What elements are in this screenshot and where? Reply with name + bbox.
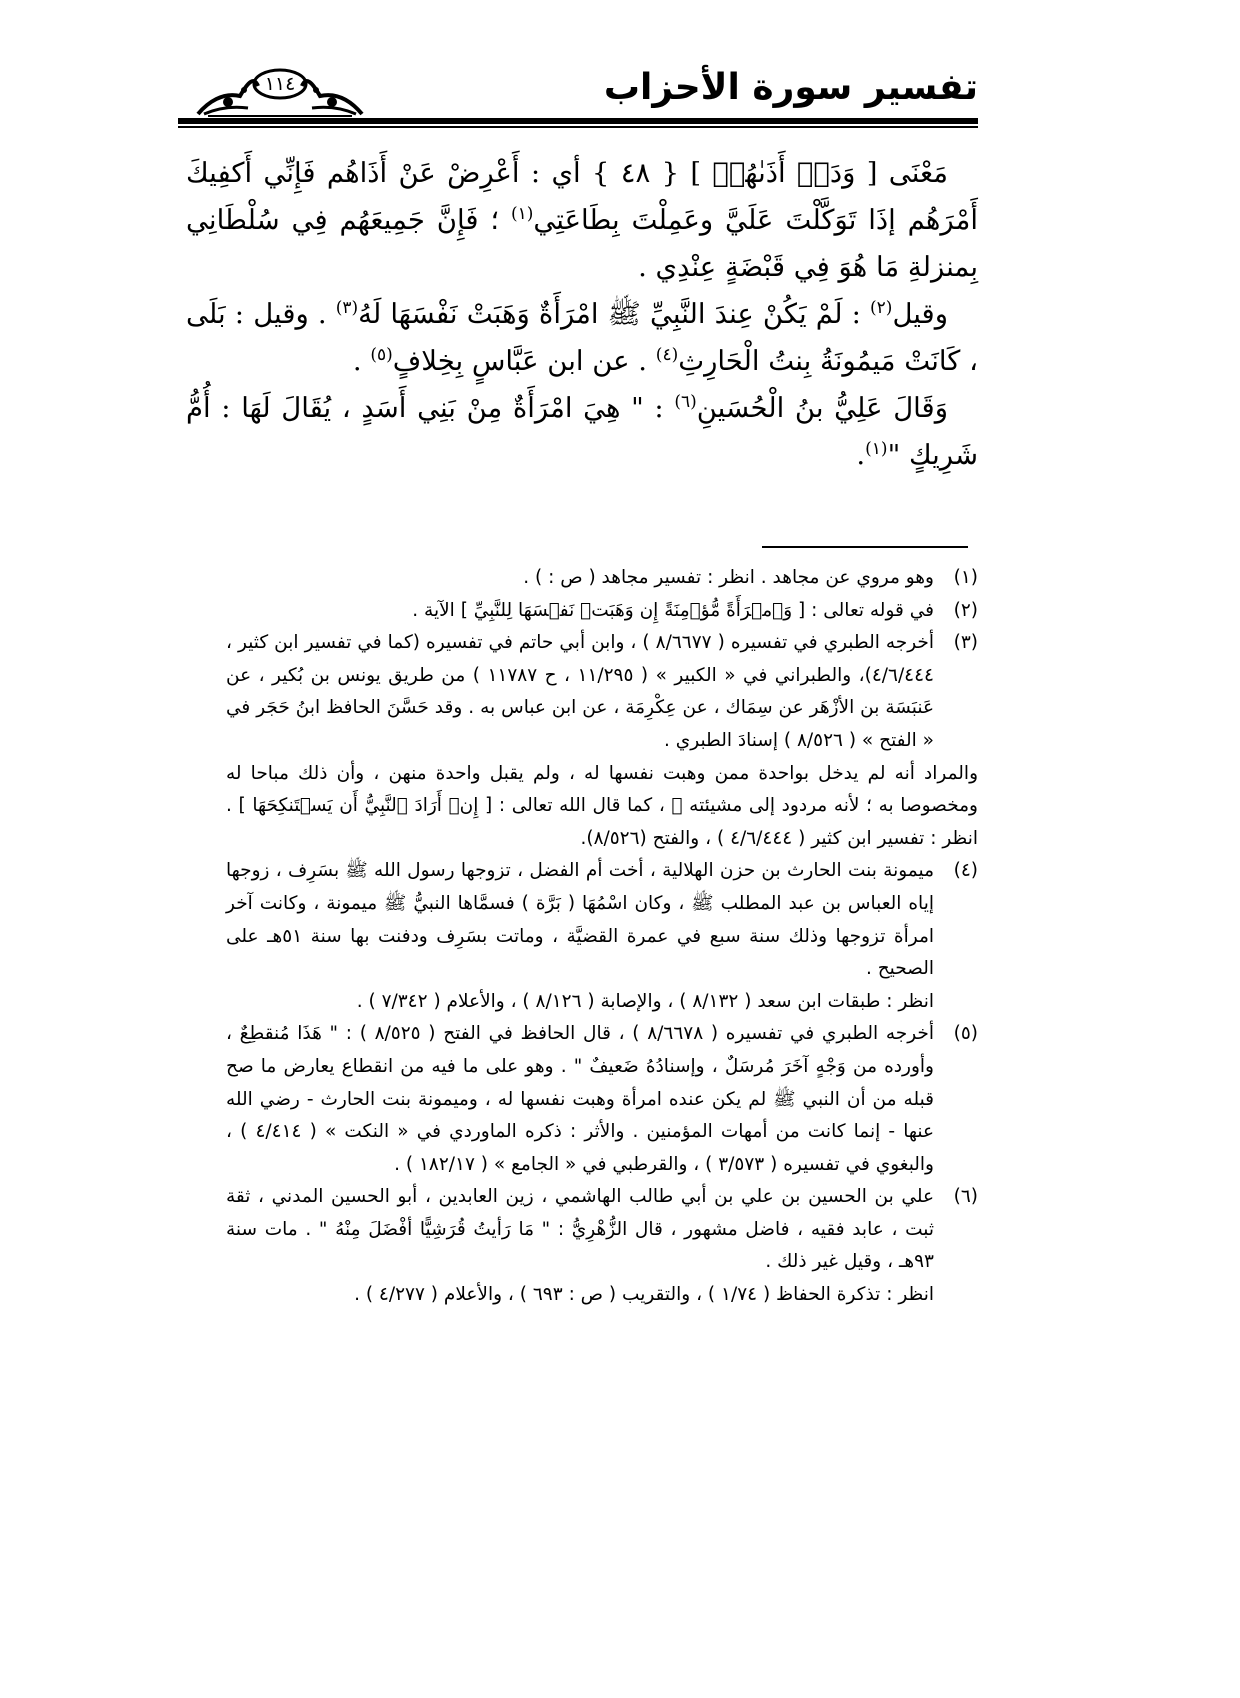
footnote-number: (٣)	[953, 632, 978, 654]
paragraph-2: وقيل$^{(٢)}$ : لَمْ يَكُنْ عِندَ النَّبِيِّ ﷺ امْرَأَةٌ وَهَبَتْ نَفْسَهَا لَهُ$^{(٣)}$ . وقيل : بَلَى ، كَانَتْ مَيمُونَةُ بِنتُ الْحَارِثِ$^{(٤)}$ . عن ابن عَبَّاسٍ بِخِلافٍ$^{(٥)}$ .	[186, 298, 978, 377]
header-rule	[178, 118, 978, 124]
footnotes	[226, 562, 978, 1312]
footnote-5: (٥) أخرجه الطبري في تفسيره ( ٨/٦٦٧٨ ) ، قال الحافظ في الفتح ( ٨/٥٢٥ ) : " هَذَا مُنقطِعٌ ، وأورده من وَجْهٍ آخَرَ مُرسَلٌ ، وإسنادُهُ ضَعيفٌ " . وهو على ما فيه من انقطاع يعارض ما صح قبله من أن النبي ﷺ لم يكن عنده امرأة وهبت نفسها له ، وميمونة بنت الحارث - رضي الله عنها - إنما كانت من أمهات المؤمنين . والأثر : ذكره الماوردي في « النكت » ( ٤/٤١٤ ) ، والبغوي في تفسيره ( ٣/٥٧٣ ) ، والقرطبي في « الجامع » ( ١٨٢/١٧ ) .	[226, 1018, 978, 1181]
footnote-ref: (١)	[510, 204, 534, 224]
paragraph-1: مَعْنَى [ وَدَعۡ أَذَىٰهُمۡ ] { ٤٨ } أي : أَعْرِضْ عَنْ أَذَاهُم فَإِنِّي أَكفِيكَ أَمْرَهُم إذَا تَوَكَّلْتَ عَلَيَّ وعَمِلْتَ بِطَاعَتِي$^{(١)}$ ؛ فَإِنَّ جَمِيعَهُم فِي سُلْطَانِي بِمنزلةِ مَا هُوَ فِي قَبْضَةٍ عِنْدِي .	[186, 157, 978, 283]
footnote-separator	[762, 546, 968, 548]
footnote-ref: (١)	[865, 439, 888, 459]
footnote-number: (٤)	[953, 860, 978, 882]
footnote-ref: (٥)	[370, 345, 393, 365]
footnote-ref: (٣)	[335, 298, 359, 318]
footnote-ref: (٤)	[655, 345, 679, 365]
footnote-ref: (٦)	[674, 392, 697, 412]
page-header	[178, 62, 978, 124]
main-text	[186, 150, 978, 479]
footnote-3: (٣) أخرجه الطبري في تفسيره ( ٨/٦٦٧٧ ) ، وابن أبي حاتم في تفسيره (كما في تفسير ابن كثير ، ٤/٦/٤٤٤)، والطبراني في « الكبير » ( ١١/٢٩٥ ، ح ١١٧٨٧ ) من طريق يونس بن بُكير ، عن عَنبَسَة بن الأزْهَر عن سِمَاك ، عن عِكْرِمَة ، عن ابن عباس به . وقد حَسَّنَ الحافظ ابنُ حَجَر في « الفتح » ( ٨/٥٢٦ ) إسنادَ الطبري .	[226, 627, 978, 757]
footnote-1: (١) وهو مروي عن مجاهد . انظر : تفسير مجاهد ( ص : ) .	[226, 562, 978, 595]
footnote-4-sources: انظر : طبقات ابن سعد ( ٨/١٣٢ ) ، والإصابة ( ٨/١٢٦ ) ، والأعلام ( ٧/٣٤٢ ) .	[356, 990, 934, 1012]
footnote-number: (٥)	[953, 1023, 978, 1045]
footnote-3-continuation: والمراد أنه لم يدخل بواحدة ممن وهبت نفسها له ، ولم يقبل واحدة منهن ، وأن ذلك مباحا له ومخصوصا به ؛ لأنه مردود إلى مشيئته ﷺ ، كما قال الله تعالى : [ إِنۡ أَرَادَ ٱلنَّبِيُّ أَن يَسۡتَنكِحَهَا ] . انظر : تفسير ابن كثير ( ٤/٦/٤٤٤ ) ، والفتح (٨/٥٢٦).	[226, 762, 978, 849]
footnote-4: (٤) ميمونة بنت الحارث بن حزن الهلالية ، أخت أم الفضل ، تزوجها رسول الله ﷺ بسَرِف ، زوجها إياه العباس بن عبد المطلب ﷺ ، وكان اسْمُهَا ( بَرَّة ) فسمَّاها النبيُّ ﷺ ميمونة ، وكانت آخر امرأة تزوجها وذلك سنة سبع في عمرة القضيَّة ، وماتت بسَرِف ودفنت بها سنة ٥١هـ على الصحيح .	[226, 855, 978, 985]
running-title: تفسير سورة الأحزاب	[603, 67, 978, 108]
footnote-2: (٢) في قوله تعالى : [ وَٱمۡرَأَةً مُّؤۡمِنَةً إِن وَهَبَتۡ نَفۡسَهَا لِلنَّبِيِّ ] الآية .	[226, 595, 978, 628]
footnote-number: (٦)	[953, 1186, 978, 1208]
footnote-ref: (٢)	[870, 298, 893, 318]
paragraph-3: وَقَالَ عَلِيُّ بنُ الْحُسَينِ$^{(٦)}$ : " هِيَ امْرَأَةٌ مِنْ بَنِي أَسَدٍ ، يُقَالَ لَهَا : أُمُّ شَرِيكٍ "$^{(١)}$.	[186, 392, 978, 471]
header-rule-thin	[178, 126, 978, 128]
page-number: ١١٤	[264, 73, 296, 95]
footnote-6: (٦) علي بن الحسين بن علي بن أبي طالب الهاشمي ، زين العابدين ، أبو الحسين المدني ، ثقة ثبت ، عابد فقيه ، فاضل مشهور ، قال الزُّهْرِيُّ : " مَا رَأيتُ قُرَشِيًّا أفْضَلَ مِنْهُ " . مات سنة ٩٣هـ ، وقيل غير ذلك .	[226, 1181, 978, 1279]
footnote-number: (٢)	[953, 599, 978, 621]
footnote-6-sources: انظر : تذكرة الحفاظ ( ١/٧٤ ) ، والتقريب ( ص : ٦٩٣ ) ، والأعلام ( ٤/٢٧٧ ) .	[354, 1284, 934, 1306]
footnote-number: (١)	[953, 567, 978, 588]
